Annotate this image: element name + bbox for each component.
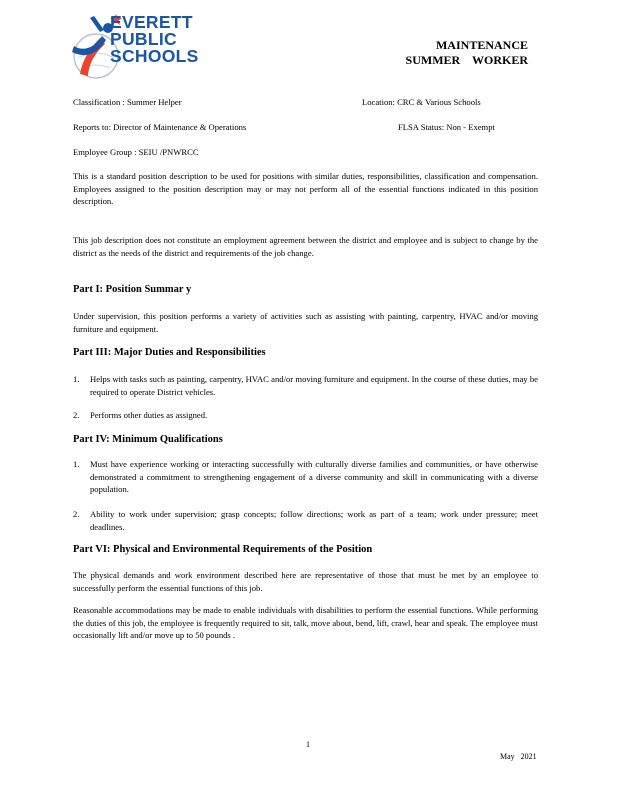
section-heading-part-4: Part IV: Minimum Qualifications: [73, 434, 223, 445]
physical-demands-text: The physical demands and work environment described here are representative of those that must be met by an employee to successfully perform the essential functions of this job.: [73, 570, 538, 593]
section-heading-part-3: Part III: Major Duties and Responsibilities: [73, 347, 266, 358]
list-number: 1.: [73, 374, 80, 384]
list-text: Helps with tasks such as painting, carpentry, HVAC and/or moving furniture and equipment. In the course of these duties, may be required to operate District vehicles.: [90, 374, 538, 397]
title-line-1: MAINTENANCE: [435, 38, 528, 52]
logo-line-3: SCHOOLS: [110, 46, 199, 66]
list-text: Ability to work under supervision; grasp concepts; follow directions; work as part of a team; work under pressure; meet deadlines.: [90, 509, 538, 532]
flsa-field: FLSA Status: Non - Exempt: [398, 122, 495, 132]
list-number: 2.: [73, 410, 80, 420]
employee-group-field: Employee Group : SEIU /PNWRCC: [73, 147, 199, 157]
location-field: Location: CRC & Various Schools: [362, 97, 481, 107]
page-number: 1: [306, 740, 310, 749]
revision-date: May 2021: [500, 752, 537, 761]
classification-field: Classification : Summer Helper: [73, 97, 182, 107]
district-logo: [72, 12, 242, 80]
list-number: 1.: [73, 459, 80, 469]
intro-paragraph-1: This is a standard position description to be used for positions with similar duties, responsibilities, classification and compensation. Employees assigned to the position description may or may not perform all of the essential functions indicated in this position description.: [73, 171, 538, 207]
reports-to-field: Reports to: Director of Maintenance & Operations: [73, 122, 247, 132]
document-title: [406, 38, 528, 68]
position-summary-text: Under supervision, this position performs a variety of activities such as assisting with painting, carpentry, HVAC and/or moving furniture and equipment.: [73, 311, 538, 334]
list-text: Performs other duties as assigned.: [90, 410, 208, 420]
logo-wordmark: [110, 14, 199, 65]
logo-line-1: EVERETT: [110, 12, 193, 32]
list-text: Must have experience working or interacting successfully with culturally diverse families and communities, or have otherwise demonstrated a commitment to strengthening engagement of a diverse community and skill in communicating with a diverse population.: [90, 459, 538, 495]
section-heading-part-6: Part VI: Physical and Environmental Requirements of the Position: [73, 544, 373, 555]
intro-paragraph-2: This job description does not constitute an employment agreement between the district and employee and is subject to change by the district as the needs of the district and requirements of the job change.: [73, 235, 538, 258]
accommodations-text: Reasonable accommodations may be made to enable individuals with disabilities to perform the essential functions. While performing the duties of this job, the employee is frequently required to sit, talk, move about, bend, lift, crawl, hear and speak. The employee must occasionally lift and/or move up to 50 pounds .: [73, 605, 538, 641]
list-number: 2.: [73, 509, 80, 519]
title-line-2: SUMMER WORKER: [405, 53, 528, 67]
logo-line-2: PUBLIC: [110, 29, 177, 49]
section-heading-part-1: Part I: Position Summar y: [73, 284, 192, 295]
